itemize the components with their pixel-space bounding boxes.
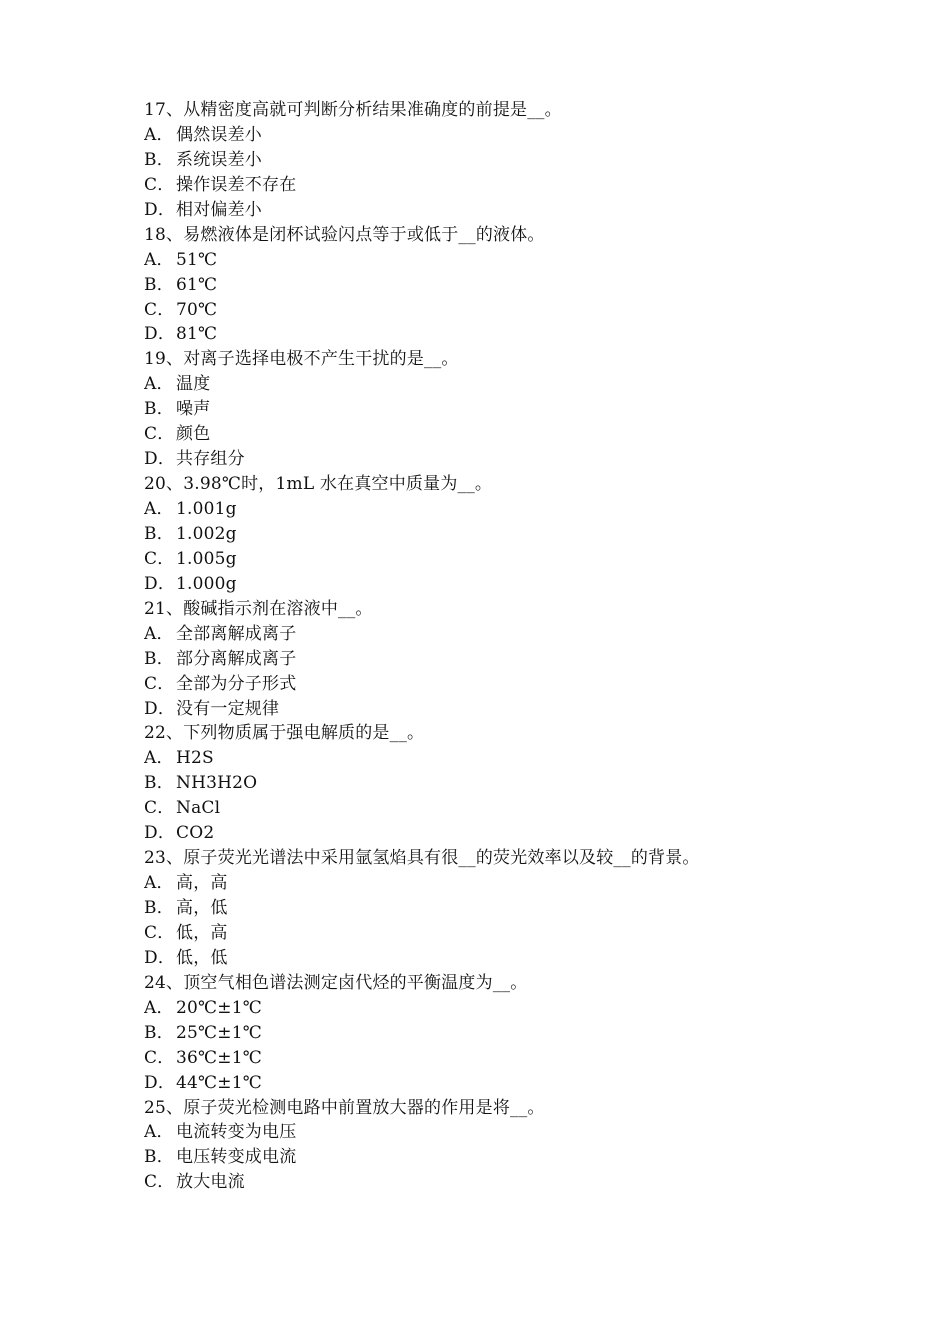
option-row: [144, 1021, 864, 1046]
option-letter: B．: [144, 523, 174, 544]
option-row: [144, 447, 864, 472]
option-text: 颜色: [176, 424, 211, 445]
option-text: CO2: [176, 823, 215, 844]
option-row: [144, 821, 864, 846]
option-letter: D．: [144, 573, 176, 594]
option-text: 系统误差小: [176, 149, 262, 170]
option-text: 部分离解成离子: [176, 648, 297, 669]
option-row: [144, 422, 864, 447]
option-row: [144, 273, 864, 298]
option-letter: C．: [144, 548, 175, 569]
option-row: [144, 647, 864, 672]
option-letter: C．: [144, 798, 175, 819]
option-letter: B．: [144, 1147, 174, 1168]
option-row: [144, 1046, 864, 1071]
option-letter: A．: [144, 499, 174, 519]
option-letter: C．: [144, 1047, 175, 1068]
question-stem: 24、顶空气相色谱法测定卤代烃的平衡温度为__。: [144, 972, 528, 993]
option-letter: B．: [144, 648, 174, 669]
option-letter: C．: [144, 673, 175, 694]
option-text: 61℃: [176, 274, 218, 295]
option-letter: B．: [144, 274, 174, 295]
option-letter: B．: [144, 1022, 174, 1043]
option-text: 高，低: [176, 898, 228, 918]
option-letter: D．: [144, 449, 176, 470]
option-letter: D．: [144, 324, 176, 345]
question-stem: 21、酸碱指示剂在溶液中__。: [144, 598, 373, 619]
option-row: [144, 697, 864, 722]
option-row: [144, 771, 864, 796]
option-text: 1.005g: [176, 548, 237, 569]
option-text: 70℃: [176, 299, 218, 320]
option-text: 1.002g: [176, 523, 237, 544]
question-stem: 17、从精密度高就可判断分析结果准确度的前提是__。: [144, 100, 562, 120]
option-row: [144, 1120, 864, 1145]
option-row: [144, 796, 864, 821]
option-text: 44℃±1℃: [176, 1072, 262, 1093]
option-letter: A．: [144, 249, 174, 270]
question-list: [144, 98, 864, 1195]
option-text: 没有一定规律: [176, 698, 280, 719]
option-row: [144, 198, 864, 223]
question-stem: 20、3.98℃时，1mL 水在真空中质量为__。: [144, 474, 493, 495]
option-letter: C．: [144, 922, 175, 943]
option-letter: D．: [144, 947, 176, 968]
option-row: [144, 921, 864, 946]
option-text: H2S: [176, 748, 214, 769]
option-row: [144, 397, 864, 422]
option-text: 1.001g: [176, 499, 237, 519]
option-row: [144, 322, 864, 347]
option-text: 81℃: [176, 324, 218, 345]
option-row: [144, 522, 864, 547]
option-text: 36℃±1℃: [176, 1047, 262, 1068]
option-text: 51℃: [176, 249, 218, 270]
option-letter: C．: [144, 424, 175, 445]
option-letter: C．: [144, 1172, 175, 1193]
option-row: [144, 547, 864, 572]
option-letter: B．: [144, 898, 174, 918]
option-text: 电流转变为电压: [176, 1122, 297, 1143]
option-row: [144, 298, 864, 323]
option-letter: A．: [144, 997, 174, 1018]
option-text: 相对偏差小: [176, 199, 262, 220]
question-stem: 23、原子荧光光谱法中采用氩氢焰具有很__的荧光效率以及较__的背景。: [144, 848, 700, 869]
option-text: 放大电流: [176, 1172, 245, 1193]
option-text: 偶然误差小: [176, 124, 262, 145]
option-row: [144, 996, 864, 1021]
option-text: NaCl: [176, 798, 221, 819]
option-row: [144, 497, 864, 522]
question-stem: 18、易燃液体是闭杯试验闪点等于或低于__的液体。: [144, 224, 545, 245]
option-letter: A．: [144, 1122, 174, 1143]
option-text: 噪声: [176, 399, 211, 420]
option-row: [144, 896, 864, 921]
option-row: [144, 746, 864, 771]
option-text: 1.000g: [176, 573, 237, 594]
option-row: [144, 1071, 864, 1096]
option-letter: A．: [144, 124, 174, 145]
option-row: [144, 871, 864, 896]
option-letter: A．: [144, 374, 174, 395]
option-text: 全部为分子形式: [176, 673, 297, 694]
option-row: [144, 1145, 864, 1170]
option-row: [144, 572, 864, 597]
option-row: [144, 173, 864, 198]
option-row: [144, 672, 864, 697]
option-text: 温度: [176, 374, 211, 395]
option-letter: A．: [144, 748, 174, 769]
option-row: [144, 1170, 864, 1195]
option-text: 低，低: [176, 947, 228, 968]
option-row: [144, 148, 864, 173]
option-letter: C．: [144, 174, 175, 195]
option-letter: D．: [144, 1072, 176, 1093]
option-letter: D．: [144, 698, 176, 719]
option-letter: A．: [144, 873, 174, 894]
option-text: 操作误差不存在: [176, 174, 297, 195]
option-letter: B．: [144, 149, 174, 170]
option-text: 共存组分: [176, 449, 245, 470]
option-row: [144, 946, 864, 971]
question-stem: 22、下列物质属于强电解质的是__。: [144, 723, 425, 744]
option-row: [144, 372, 864, 397]
option-row: [144, 248, 864, 273]
option-text: NH3H2O: [176, 773, 258, 794]
question-stem: 19、对离子选择电极不产生干扰的是__。: [144, 349, 459, 370]
option-row: [144, 622, 864, 647]
option-text: 低，高: [176, 922, 228, 943]
option-row: [144, 123, 864, 148]
option-text: 25℃±1℃: [176, 1022, 262, 1043]
option-letter: D．: [144, 823, 176, 844]
option-text: 全部离解成离子: [176, 623, 297, 644]
option-text: 20℃±1℃: [176, 997, 262, 1018]
option-letter: A．: [144, 623, 174, 644]
question-stem: 25、原子荧光检测电路中前置放大器的作用是将__。: [144, 1097, 545, 1118]
option-letter: B．: [144, 773, 174, 794]
option-letter: D．: [144, 199, 176, 220]
option-text: 电压转变成电流: [176, 1147, 297, 1168]
option-letter: C．: [144, 299, 175, 320]
option-letter: B．: [144, 399, 174, 420]
option-text: 高，高: [176, 873, 228, 894]
